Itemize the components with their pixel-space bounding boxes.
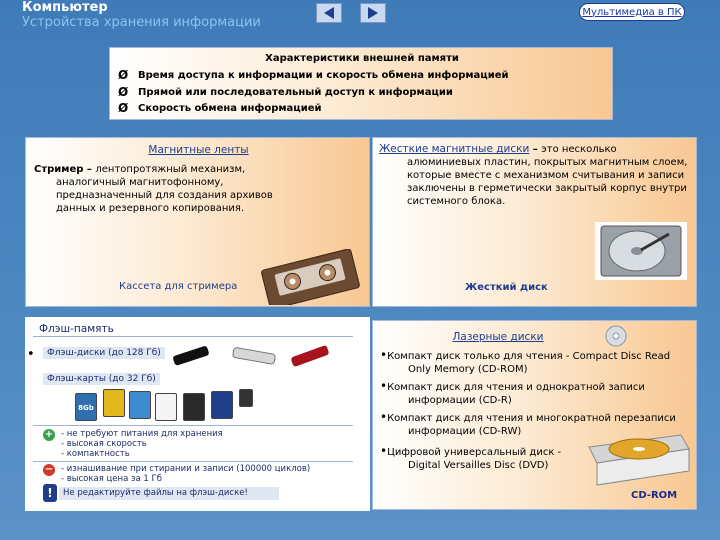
divider — [33, 425, 353, 426]
usb-sticks-image — [165, 343, 335, 369]
laser-heading: Лазерные диски — [452, 331, 544, 343]
laser-item-text: Компакт диск для чтения и однократной записи — [387, 382, 645, 393]
characteristics-item — [118, 68, 509, 82]
laser-item-text: Компакт диск для чтения и многократной перезаписи — [387, 413, 676, 424]
characteristics-item-text: Время доступа к информации и скорость обмена информацией — [138, 69, 509, 81]
memory-card-image — [103, 389, 125, 417]
divider — [33, 461, 353, 462]
tape-desc-line: данных и резервного копирования. — [56, 203, 245, 214]
characteristics-item — [118, 101, 322, 115]
triangle-left-icon — [322, 6, 336, 20]
memory-card-image — [129, 391, 151, 419]
flash-disks-label: Флэш-диски (до 128 Гб) — [43, 347, 165, 359]
laser-item-text: Digital Versailles Disc (DVD) — [408, 459, 549, 471]
memory-card-image — [183, 393, 205, 421]
laser-item — [380, 380, 692, 407]
hdd-desc-line: которые вместе с механизмом считывания и записи — [407, 170, 685, 181]
tape-desc-line: предназначенный для создания архивов — [56, 190, 273, 201]
flash-pro-item: - высокая скорость — [61, 439, 147, 449]
flash-memory-panel — [25, 317, 370, 511]
tape-dash: – — [83, 164, 96, 175]
laser-discs-panel — [372, 320, 697, 510]
plus-icon: + — [44, 429, 54, 440]
hdd-desc-line: заключены в герметически закрытый корпус внутри — [407, 183, 687, 194]
tape-term: Стример — [34, 164, 84, 175]
magnetic-tape-panel — [25, 137, 370, 307]
minus-icon: − — [44, 464, 54, 475]
hdd-description — [379, 143, 693, 208]
arrow-bullet-icon: Ø — [118, 101, 129, 115]
tape-desc-line: лентопротяжный механизм, — [95, 164, 246, 175]
hdd-desc-line: системного блока. — [407, 196, 506, 207]
bullet-dot: • — [380, 444, 388, 458]
laser-item — [380, 445, 590, 472]
memory-card-image — [155, 393, 177, 421]
hdd-desc-line: алюминиевых пластин, покрытых магнитным слоем, — [407, 157, 688, 168]
cd-rom-caption: CD-ROM — [631, 490, 678, 501]
hdd-desc-line: это несколько — [541, 144, 617, 155]
cd-rom-drive-image — [585, 427, 693, 489]
app-title: Компьютер — [22, 0, 108, 15]
flash-con-item: - изнашивание при стирании и записи (100000 циклов) — [61, 464, 311, 474]
flash-pro-item: - не требуют питания для хранения — [61, 429, 223, 439]
hard-disk-panel — [372, 137, 697, 307]
cd-disc-icon — [605, 325, 627, 347]
memory-card-image — [239, 389, 253, 407]
hard-disk-image — [593, 220, 689, 282]
flash-title: Флэш-память — [39, 323, 114, 335]
characteristics-item-text: Прямой или последовательный доступ к информации — [138, 86, 453, 98]
characteristics-item-text: Скорость обмена информацией — [138, 102, 322, 114]
tape-description — [34, 163, 324, 215]
laser-item-text: Цифровой универсальный диск - — [387, 447, 562, 458]
laser-item-text: Only Memory (CD-ROM) — [408, 363, 528, 375]
laser-item — [380, 349, 692, 376]
triangle-right-icon — [366, 6, 380, 20]
laser-item-text: информации (CD-R) — [408, 394, 512, 406]
laser-item-text: Компакт диск только для чтения - Compact Disc Read — [387, 351, 671, 362]
laser-item-text: информации (CD-RW) — [408, 425, 522, 437]
multimedia-link-button[interactable]: Мультимедиа в ПК — [579, 3, 685, 21]
tape-desc-line: аналогичный магнитофонному, — [56, 177, 224, 188]
arrow-bullet-icon: Ø — [118, 68, 129, 82]
hdd-dash: – — [529, 144, 542, 155]
tape-heading: Магнитные ленты — [148, 144, 249, 156]
flash-cards-label: Флэш-карты (до 32 Гб) — [43, 373, 160, 385]
divider — [33, 336, 353, 337]
characteristics-panel — [109, 47, 613, 120]
hdd-caption: Жесткий диск — [465, 282, 548, 293]
warning-icon: ! — [43, 484, 57, 502]
tape-cassette-image — [254, 249, 366, 305]
bullet-dot: • — [380, 348, 388, 362]
flash-con-item: - высокая цена за 1 Гб — [61, 474, 162, 484]
tape-caption: Кассета для стримера — [119, 281, 238, 292]
memory-card-image: 8Gb — [75, 393, 97, 421]
flash-warning: Не редактируйте файлы на флэш-диске! — [59, 487, 279, 500]
hdd-term: Жесткие магнитные диски — [379, 143, 530, 155]
app-subtitle: Устройства хранения информации — [22, 15, 261, 30]
next-slide-button[interactable] — [360, 3, 386, 23]
bullet-dot: • — [380, 379, 388, 393]
memory-card-image — [211, 391, 233, 419]
bullet-dot: • — [380, 410, 388, 424]
characteristics-title: Характеристики внешней памяти — [265, 53, 459, 64]
bullet-dot: • — [27, 347, 35, 362]
characteristics-item — [118, 85, 453, 99]
flash-pro-item: - компактность — [61, 449, 130, 459]
arrow-bullet-icon: Ø — [118, 85, 129, 99]
prev-slide-button[interactable] — [316, 3, 342, 23]
